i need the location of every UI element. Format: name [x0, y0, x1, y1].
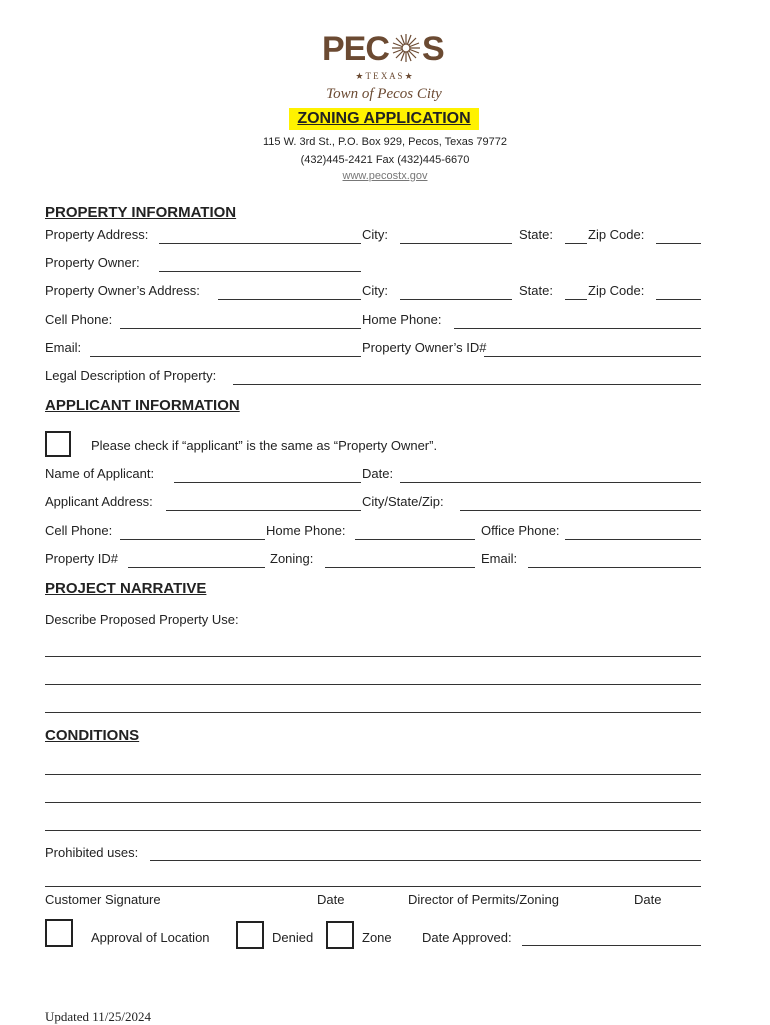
property-id-label: Property ID# [45, 551, 118, 566]
applicant-date-label: Date: [362, 466, 394, 481]
applicant-name-label: Name of Applicant: [45, 466, 155, 481]
zone-label: Zone [362, 930, 392, 945]
applicant-cell-field[interactable] [120, 523, 265, 540]
denied-label: Denied [272, 930, 314, 945]
property-id-field[interactable] [128, 551, 265, 568]
zone-checkbox[interactable] [326, 921, 354, 949]
owner-id-label: Property Owner’s ID# [362, 340, 487, 355]
property-zip-field[interactable] [656, 227, 701, 244]
narrative-line-1[interactable] [45, 640, 701, 657]
conditions-heading: CONDITIONS [45, 727, 140, 744]
customer-date-label: Date [317, 892, 345, 907]
logo-brand-right: S [422, 30, 445, 68]
conditions-line-1[interactable] [45, 758, 701, 775]
logo-brand-left: PEC [322, 30, 389, 68]
approval-location-label: Approval of Location [91, 930, 210, 945]
narrative-line-3[interactable] [45, 696, 701, 713]
sunburst-icon [390, 32, 422, 64]
logo-tagline: Town of Pecos City [326, 86, 442, 102]
owner-city-label: City: [362, 283, 388, 298]
applicant-address-label: Applicant Address: [45, 494, 153, 509]
office-address: 115 W. 3rd St., P.O. Box 929, Pecos, Texas 79772 [263, 136, 507, 148]
owner-home-label: Home Phone: [362, 312, 442, 327]
owner-city-field[interactable] [400, 283, 512, 300]
director-date-label: Date [634, 892, 662, 907]
applicant-email-field[interactable] [528, 551, 701, 568]
signature-line[interactable] [45, 870, 701, 887]
applicant-office-label: Office Phone: [481, 523, 560, 538]
prohibited-uses-label: Prohibited uses: [45, 845, 139, 860]
logo [318, 28, 452, 108]
owner-state-label: State: [519, 283, 553, 298]
applicant-cell-label: Cell Phone: [45, 523, 113, 538]
owner-id-field[interactable] [484, 340, 701, 357]
updated-date: Updated 11/25/2024 [45, 1009, 152, 1024]
property-city-field[interactable] [400, 227, 512, 244]
applicant-city-state-zip-label: City/State/Zip: [362, 494, 444, 509]
date-approved-label: Date Approved: [422, 930, 512, 945]
owner-cell-label: Cell Phone: [45, 312, 113, 327]
describe-use-label: Describe Proposed Property Use: [45, 612, 239, 627]
owner-email-label: Email: [45, 340, 82, 355]
owner-zip-label: Zip Code: [588, 283, 645, 298]
property-state-label: State: [519, 227, 553, 242]
zoning-field[interactable] [325, 551, 475, 568]
logo-state: ★ T E X A S ★ [355, 71, 413, 81]
legal-description-field[interactable] [233, 368, 701, 385]
owner-zip-field[interactable] [656, 283, 701, 300]
owner-email-field[interactable] [90, 340, 361, 357]
approval-location-checkbox[interactable] [45, 919, 73, 947]
owner-address-field[interactable] [218, 283, 361, 300]
applicant-office-field[interactable] [565, 523, 701, 540]
property-state-field[interactable] [565, 227, 587, 244]
property-owner-label: Property Owner: [45, 255, 140, 270]
property-zip-label: Zip Code: [588, 227, 645, 242]
denied-checkbox[interactable] [236, 921, 264, 949]
prohibited-uses-field[interactable] [150, 844, 701, 861]
applicant-email-label: Email: [481, 551, 518, 566]
owner-state-field[interactable] [565, 283, 587, 300]
page-title: ZONING APPLICATION [289, 108, 479, 130]
property-info-heading: PROPERTY INFORMATION [45, 204, 237, 221]
applicant-name-field[interactable] [174, 466, 361, 483]
project-narrative-heading: PROJECT NARRATIVE [45, 580, 207, 597]
website-link[interactable]: www.pecostx.gov [342, 170, 428, 182]
same-as-owner-label: Please check if “applicant” is the same as “Property Owner”. [91, 438, 438, 453]
director-label: Director of Permits/Zoning [408, 892, 559, 907]
same-as-owner-checkbox[interactable] [45, 431, 71, 457]
customer-signature-label: Customer Signature [45, 892, 161, 907]
applicant-city-state-zip-field[interactable] [460, 494, 701, 511]
conditions-line-3[interactable] [45, 814, 701, 831]
conditions-line-2[interactable] [45, 786, 701, 803]
property-city-label: City: [362, 227, 388, 242]
applicant-date-field[interactable] [400, 466, 701, 483]
office-phone-fax: (432)445-2421 Fax (432)445-6670 [300, 154, 470, 166]
property-owner-field[interactable] [159, 255, 361, 272]
applicant-home-label: Home Phone: [266, 523, 346, 538]
legal-description-label: Legal Description of Property: [45, 368, 217, 383]
owner-cell-field[interactable] [120, 312, 361, 329]
zoning-label: Zoning: [270, 551, 314, 566]
owner-home-field[interactable] [454, 312, 701, 329]
applicant-address-field[interactable] [166, 494, 361, 511]
applicant-info-heading: APPLICANT INFORMATION [45, 397, 240, 414]
property-address-label: Property Address: [45, 227, 149, 242]
narrative-line-2[interactable] [45, 668, 701, 685]
property-address-field[interactable] [159, 227, 361, 244]
date-approved-field[interactable] [522, 929, 701, 946]
owner-address-label: Property Owner’s Address: [45, 283, 200, 298]
applicant-home-field[interactable] [355, 523, 475, 540]
